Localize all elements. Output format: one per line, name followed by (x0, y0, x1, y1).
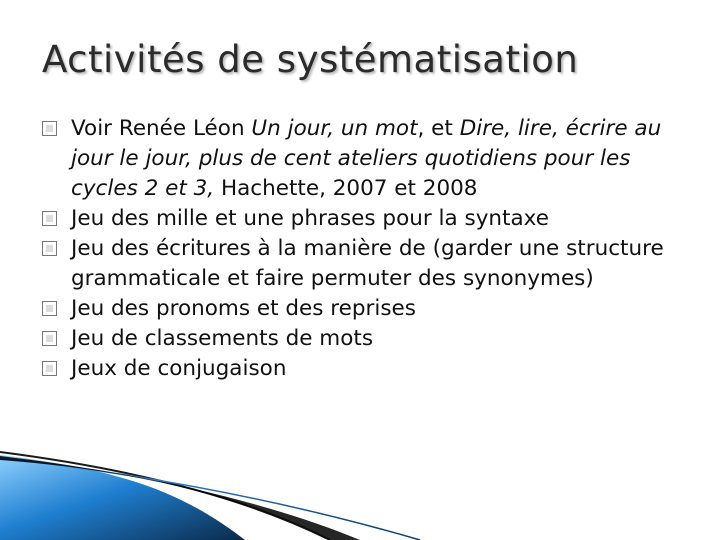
bullet-text-segment: Jeu des écritures à la manière de (garder une structure grammaticale et faire permuter des synonymes) (71, 236, 664, 291)
bullet-item (42, 324, 682, 354)
square-bullet-icon (42, 211, 57, 226)
bullet-item (42, 294, 682, 324)
swoosh-line-1 (0, 452, 330, 540)
bullet-text-segment: Jeu de classements de mots (71, 326, 374, 351)
swoosh-fill (0, 455, 245, 540)
bullet-text-segment: Voir Renée Léon (71, 116, 252, 141)
square-bullet-icon (42, 331, 57, 346)
bullet-text-segment: Un jour, un mot (251, 116, 418, 141)
bullet-text-segment: Jeu des pronoms et des reprises (71, 296, 416, 321)
square-bullet-icon (42, 361, 57, 376)
square-bullet-icon (42, 301, 57, 316)
bullet-text-segment: , et (417, 116, 460, 141)
swoosh-line-2 (0, 458, 420, 540)
square-bullet-icon (42, 121, 57, 136)
bullet-text-segment: Hachette, 2007 et 2008 (214, 176, 478, 201)
bullet-item (42, 204, 682, 234)
bullet-text-segment: Jeux de conjugaison (71, 356, 287, 381)
swoosh-wedge (0, 456, 360, 540)
slide-title: Activités de systématisation (42, 38, 579, 81)
square-bullet-icon (42, 241, 57, 256)
bullet-text-segment: Dire, lire, écrire au jour le jour, plus de cent ateliers quotidiens pour les cycles 2 et 3, (71, 116, 662, 201)
bullet-list (42, 114, 682, 384)
bullet-item (42, 234, 682, 294)
bullet-item (42, 114, 682, 204)
bullet-item (42, 354, 682, 384)
bullet-text-segment: Jeu des mille et une phrases pour la syntaxe (71, 206, 549, 231)
